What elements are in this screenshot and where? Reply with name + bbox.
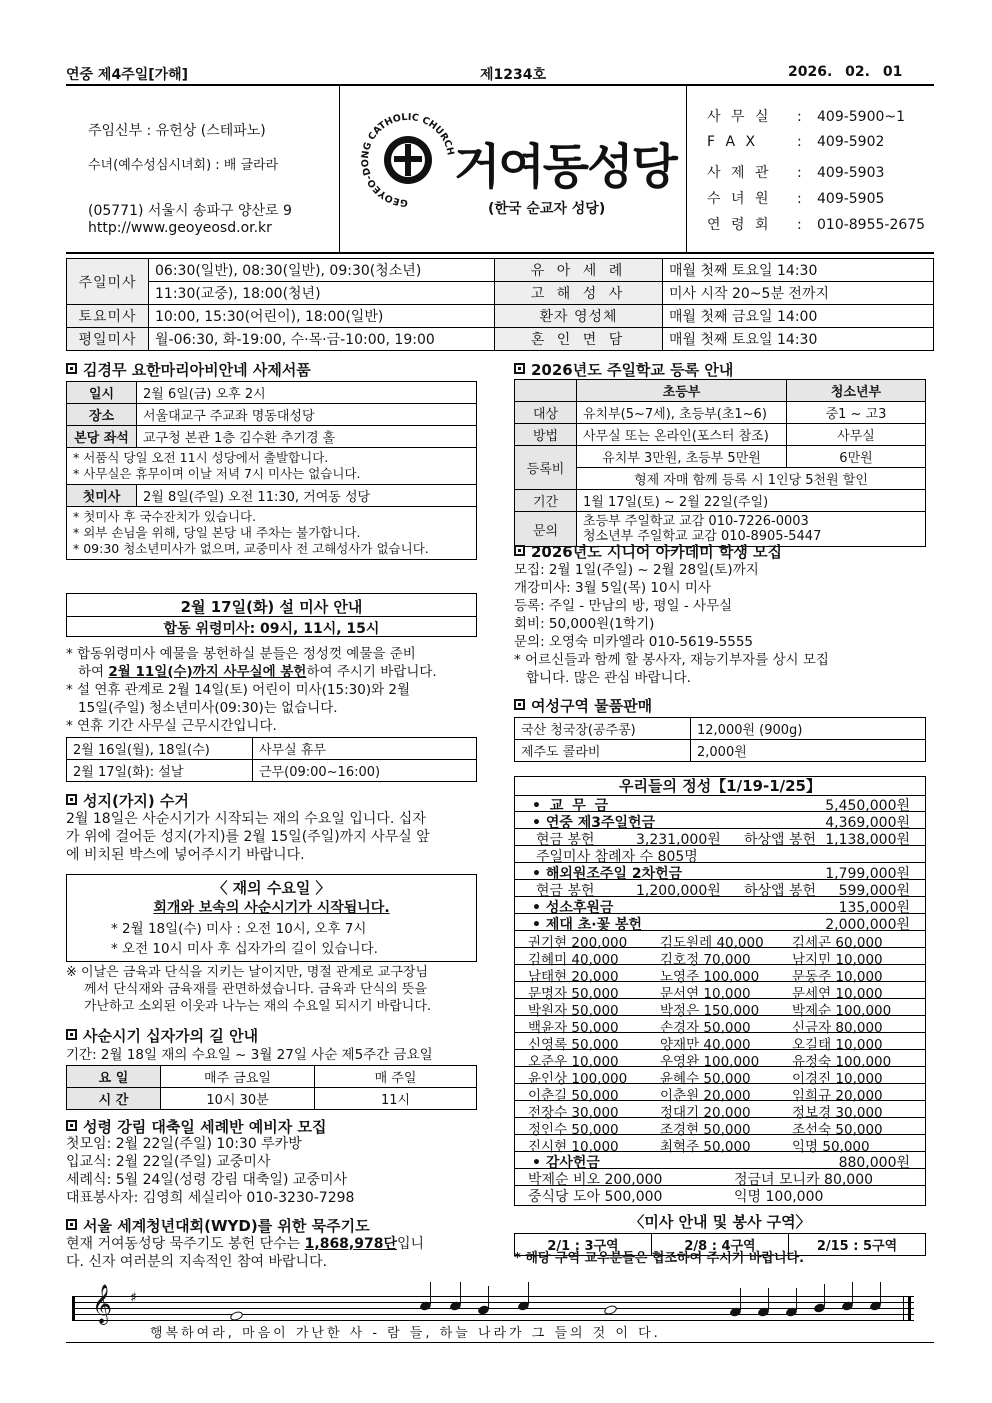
donor-entry: 김세곤 60,000 [792,935,883,951]
donor-list [514,931,926,1155]
issue-date: 2026. 02. 01 [788,64,903,80]
womens-sale-heading: 여성구역 물품판매 [514,695,652,716]
saturday-mass-label: 토요미사 [67,305,149,328]
elementary-target: 유치부(5~7세), 초등부(초1~6) [577,402,787,424]
donor-entry: 문서연 10,000 [660,986,751,1002]
zone-week-1: 2/1 : 3구역 [515,1234,652,1256]
stations-friday: 매주 금요일 [161,1066,315,1088]
weekday-mass-times: 월-06:30, 화-19:00, 수·목·금-10:00, 19:00 [149,328,495,351]
lent-begins: 회개와 보속의 사순시기가 시작됩니다. [153,900,390,916]
elementary-fee: 유치부 3만원, 초등부 5만원 [577,446,787,468]
donor-entry: 윤인상 100,000 [528,1071,628,1087]
donor-entry: 진시현 10,000 [528,1139,619,1155]
senior-academy-heading: 2026년도 시니어 아카데미 학생 모집 [514,541,782,562]
donor-row [514,1118,926,1138]
donor-row [514,1135,926,1155]
contact-office: 사 무 실 : 409-5900~1 [707,109,906,125]
wyd-rosary-text: 현재 거여동성당 묵주기도 봉헌 단수는 1,868,978단입니 다. 신자 여러분의 지속적인 참여 바랍니다. [66,1236,425,1270]
top-info-bar [66,64,934,84]
masthead [66,84,934,254]
donor-entry: 백윤자 50,000 [528,1020,619,1036]
baptism-class-heading: 성령 강림 대축일 세례반 예비자 모집 [66,1116,326,1137]
liturgical-week: 연중 제4주일[가해] [66,67,189,83]
sharp-icon: ♯ [130,1290,137,1306]
youth-header: 청소년부 [787,380,926,402]
treble-clef-icon: 𝄞 [92,1284,113,1324]
confession-label: 고 해 성 사 [495,282,663,305]
infant-baptism-label: 유 아 세 례 [495,259,663,282]
seollal-hours: 근무(09:00~16:00) [253,760,477,782]
sick-communion-label: 환자 영성체 [495,305,663,328]
issue-number: 제1234호 [480,67,547,83]
weekday-mass-label: 평일미사 [67,328,149,351]
website-link[interactable]: http://www.geoyeosd.or.kr [88,220,272,236]
offering-list [514,795,926,1203]
donor-entry: 문세연 10,000 [792,986,883,1002]
seollal-day: 2월 17일(화): 설날 [67,760,253,782]
service-zone-title: 〈미사 안내 및 봉사 구역〉 [629,1213,811,1231]
youth-target: 중1 ~ 고3 [787,402,926,424]
donor-entry: 노영주 100,000 [660,969,760,985]
palm-collection-heading: 성지(가지) 수거 [66,790,189,811]
thanksgiving-row: • 감사헌금 880,000원 [514,1152,926,1169]
office-closed-days: 2월 16일(월), 18일(수) [67,738,253,760]
wyd-rosary-heading: 서울 세계청년대회(WYD)를 위한 묵주기도 [66,1215,370,1236]
donor-row [514,1033,926,1053]
donor-entry: 정인수 50,000 [528,1122,619,1138]
donor-entry: 유정숙 100,000 [792,1054,892,1070]
method-label: 방법 [515,424,577,446]
donor-entry: 익명 50,000 [792,1139,870,1155]
donor-entry: 신금자 80,000 [792,1020,883,1036]
lunar-new-year-box [66,593,477,637]
lunar-notes: * 합동위령미사 예물을 봉헌하실 분들은 정성껏 예물을 준비 하여 2월 11일(수)까지 사무실에 봉헌하여 주시기 바랍니다. * 설 연휴 관계로 2월 14일(토) 어린이 미사(15:30)와 2월 15일(주일) 청소년미사(09:30)는 없습니다. * 연휴 기간 사무실 근무시간입니다. [66,646,437,734]
stations-day-label: 요 일 [67,1066,161,1088]
sunday-mass-times-2: 11:30(교중), 18:00(청년) [149,282,495,305]
palm-collection-text: 2월 18일은 사순시기가 시작되는 재의 수요일 입니다. 십자 가 위에 걸어둔 성지(가지)를 2월 15일(주일)까지 사무실 앞 에 비치된 박스에 넣어주시기 바랍니다. [66,811,430,863]
sunday-collection-detail: 현금 봉헌 3,231,000원 하상앱 봉헌 1,138,000원 [514,829,926,846]
ash-wednesday-title: 〈 재의 수요일 〉 [212,879,331,897]
donor-entry: 이경진 10,000 [792,1071,883,1087]
memorial-mass-times: 합동 위령미사: 09시, 11시, 15시 [163,621,380,637]
donor-entry: 김호정 70,000 [660,952,751,968]
fasting-note: ※ 이날은 금육과 단식을 지키는 날이지만, 명절 관계로 교구장님 께서 단식재와 금육재를 관면하셨습니다. 금육과 단식의 뜻을 가난하고 소외된 이웃과 나누는 재의 수요일 되시기 바랍니다. [66,965,432,1014]
stations-heading: 사순시기 십자가의 길 안내 [66,1025,258,1046]
sale-item-1: 국산 청국장(공주콩) [515,718,691,740]
donor-entry: 윤혜수 50,000 [660,1071,751,1087]
address-line: (05771) 서울시 송파구 양산로 9 [88,203,292,219]
lunar-title: 2월 17일(화) 설 미사 안내 [180,598,363,616]
sunday-school-heading: 2026년도 주일학교 등록 안내 [514,359,733,380]
donor-entry: 정대기 20,000 [660,1105,751,1121]
stations-period: 기간: 2월 18일 재의 수요일 ~ 3월 27일 사순 제5주간 금요일 [66,1047,433,1063]
donor-entry: 문동주 10,000 [792,969,883,985]
sunday-mass-label: 주일미사 [67,259,149,305]
thanksgiving-donors-2: 중식당 도아 500,000 익명 100,000 [528,1189,824,1205]
fee-label: 등록비 [515,446,577,490]
parish-seating-label: 본당 좌석 [67,426,137,448]
donor-entry: 임희규 20,000 [792,1088,883,1104]
donor-entry: 우영완 100,000 [660,1054,760,1070]
donor-entry: 남태현 20,000 [528,969,619,985]
youth-fee: 6만원 [787,446,926,468]
donor-row [514,931,926,951]
sale-price-2: 2,000원 [691,740,926,762]
sunday-school-table [514,379,926,547]
svg-text:GEOYEO-DONG CATHOLIC CHURCH: GEOYEO-DONG CATHOLIC CHURCH [359,111,456,209]
pastor-line: 주임신부 : 유헌상 (스테파노) [88,123,266,139]
period-label: 기간 [515,490,577,512]
donor-entry: 오준우 10,000 [528,1054,619,1070]
zone-week-3: 2/15 : 5구역 [789,1234,926,1256]
attendance-row: 주일미사 참례자 수 805명 [514,846,926,863]
donor-row [514,965,926,985]
overseas-aid-row: • 해외원조주일 2차헌금 1,799,000원 [514,863,926,880]
donor-entry: 양재만 40,000 [660,1037,751,1053]
donor-entry: 손경자 50,000 [660,1020,751,1036]
ordination-place: 서울대교구 주교좌 명동대성당 [137,404,477,426]
thanksgiving-donors-1: 박제순 비오 200,000 정금녀 모니카 80,000 [514,1169,926,1186]
donor-entry: 오길태 10,000 [792,1037,883,1053]
donor-row [514,982,926,1002]
infant-baptism-value: 매월 첫째 토요일 14:30 [663,259,934,282]
ordination-date: 2월 6일(금) 오후 2시 [137,382,477,404]
inquiry-contacts: 초등부 주일학교 교감 010-7226-0003 청소년부 주일학교 교감 010-8905-5447 [577,512,926,547]
donor-entry: 김도원레 40,000 [660,935,764,951]
altar-flowers-row: • 제대 초·꽃 봉헌 2,000,000원 [514,914,926,931]
donor-entry: 이춘원 20,000 [660,1088,751,1104]
inquiry-label: 문의 [515,512,577,547]
donor-row [514,1101,926,1121]
contact-convent: 수 녀 원 : 409-5905 [707,191,885,207]
elementary-header: 초등부 [577,380,787,402]
confession-value: 미사 시작 20~5분 전까지 [663,282,934,305]
donor-entry: 이춘길 50,000 [528,1088,619,1104]
baptism-class-text: 첫모임: 2월 22일(주일) 10:30 루카방 입교식: 2월 22일(주일) 교중미사 세례식: 5월 24일(성령 강림 대축일) 교중미사 대표봉사자: 김영희 세실리아 010-3230-7298 [66,1136,355,1206]
stations-table [66,1065,477,1110]
senior-academy-text: 모집: 2월 1일(주일) ~ 2월 28일(토)까지 개강미사: 3월 5일(목) 10시 미사 등록: 주일 - 만남의 방, 평일 - 사무실 회비: 50,000원(1학기) 문의: 오영숙 미카엘라 010-5619-5555 * 어르신들과 함께 할 봉사자, 재능기부자를 상시 모집 합니다. 많은 관심 바랍니다. [514,562,829,686]
sale-item-2: 제주도 콜라비 [515,740,691,762]
first-mass-label: 첫미사 [67,485,137,507]
stations-sunday-time: 11시 [315,1088,477,1110]
parish-name: 거여동성당 [454,139,676,195]
ordination-table [66,381,477,560]
ordination-date-label: 일시 [67,382,137,404]
contact-rectory: 사 제 관 : 409-5903 [707,165,885,181]
donor-entry: 신영록 50,000 [528,1037,619,1053]
donor-entry: 박정은 150,000 [660,1003,760,1019]
first-mass-notes: * 첫미사 후 국수잔치가 있습니다. * 외부 손님을 위해, 당일 본당 내 주차는 불가합니다. * 09:30 청소년미사가 없으며, 교중미사 전 고해성사가 없습니다. [67,507,477,560]
sibling-discount: 형제 자매 함께 등록 시 1인당 5천원 할인 [577,468,926,490]
target-label: 대상 [515,402,577,424]
contact-funeral-society: 연 령 회 : 010-8955-2675 [707,217,926,233]
tithe-row: • 교 무 금 5,450,000원 [514,795,926,812]
marriage-interview-value: 매월 첫째 토요일 14:30 [663,328,934,351]
song-lyric: 행복하여라, 마음이 가난한 사 - 람 들, 하늘 나라가 그 들의 것 이 다. [150,1326,661,1341]
stations-time-label: 시 간 [67,1088,161,1110]
donor-entry: 전장수 30,000 [528,1105,619,1121]
donor-entry: 정보경 30,000 [792,1105,883,1121]
sunday-collection-row: • 연중 제3주일헌금 4,369,000원 [514,812,926,829]
youth-method: 사무실 [787,424,926,446]
offering-title: 우리들의 정성【1/19-1/25】 [619,777,821,795]
ash-stations-note: * 오전 10시 미사 후 십자가의 길이 있습니다. [111,941,378,957]
parish-subtitle: (한국 순교자 성당) [488,201,606,217]
ordination-place-label: 장소 [67,404,137,426]
donor-entry: 박원자 50,000 [528,1003,619,1019]
parish-seating: 교구청 본관 1층 김수환 추기경 홀 [137,426,477,448]
donor-entry: 김혜미 40,000 [528,952,619,968]
sale-table [514,717,926,762]
donor-row [514,1050,926,1070]
donor-entry: 남지민 10,000 [792,952,883,968]
donor-entry: 최혁주 50,000 [660,1139,751,1155]
donor-row [514,999,926,1019]
nun-line: 수녀(예수성심시녀회) : 배 글라라 [88,158,279,173]
marriage-interview-label: 혼 인 면 담 [495,328,663,351]
ash-mass-times: * 2월 18일(수) 미사 : 오전 10시, 오후 7시 [111,921,367,937]
donor-row [514,1084,926,1104]
stations-friday-time: 10시 30분 [161,1088,315,1110]
saturday-mass-times: 10:00, 15:30(어린이), 18:00(일반) [149,305,495,328]
stations-sunday: 매 주일 [315,1066,477,1088]
mass-schedule-table [66,258,934,351]
donor-row [514,1016,926,1036]
ordination-notes: * 서품식 당일 오전 11시 성당에서 출발합니다. * 사무실은 휴무이며 이날 저녁 7시 미사는 없습니다. [67,448,477,485]
sale-price-1: 12,000원 (900g) [691,718,926,740]
parish-staff-info [66,86,340,252]
contact-fax: F A X : 409-5902 [707,134,885,150]
contact-list [686,86,934,252]
overseas-aid-detail: 현금 봉헌 1,200,000원 하상앱 봉헌 599,000원 [514,880,926,897]
registration-period: 1월 17일(토) ~ 2월 22일(주일) [577,490,926,512]
church-emblem-icon [358,108,458,218]
donor-row [514,1067,926,1087]
sunday-mass-times-1: 06:30(일반), 08:30(일반), 09:30(청소년) [149,259,495,282]
elementary-method: 사무실 또는 온라인(포스터 참조) [577,424,787,446]
donor-entry: 문명자 50,000 [528,986,619,1002]
donor-entry: 조선숙 50,000 [792,1122,883,1138]
office-closed: 사무실 휴무 [253,738,477,760]
office-hours-table [66,737,477,782]
donor-entry: 박제순 100,000 [792,1003,892,1019]
donor-entry: 권기현 200,000 [528,935,628,951]
ordination-heading: 김경무 요한마리아비안네 사제서품 [66,359,311,380]
vocation-fund-row: • 성소후원금 135,000원 [514,897,926,914]
sick-communion-value: 매월 첫째 금요일 14:00 [663,305,934,328]
ash-wednesday-box [66,874,477,962]
parish-logo [352,94,682,244]
zone-week-2: 2/8 : 4구역 [652,1234,789,1256]
donor-entry: 조경현 50,000 [660,1122,751,1138]
first-mass-value: 2월 8일(주일) 오전 11:30, 거여동 성당 [137,485,477,507]
service-zone-note: * 해당 구역 교우분들은 협조하여 주시기 바랍니다. [514,1251,805,1266]
donor-row [514,948,926,968]
